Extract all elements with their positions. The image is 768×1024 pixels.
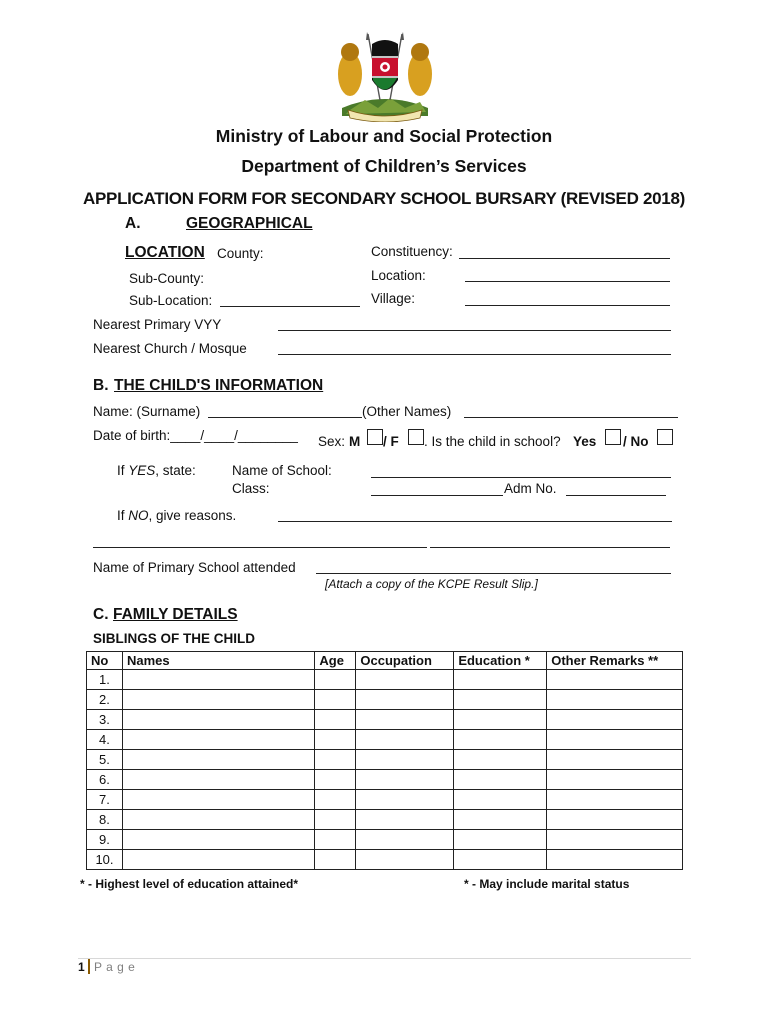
nearest-church-field[interactable] bbox=[278, 354, 671, 355]
nearest-church-label: Nearest Church / Mosque bbox=[93, 341, 247, 356]
education-cell[interactable] bbox=[454, 670, 547, 690]
village-label: Village: bbox=[371, 291, 416, 306]
section-c-title: FAMILY DETAILS bbox=[113, 606, 238, 623]
sex-m-checkbox[interactable] bbox=[367, 429, 383, 445]
occupation-cell[interactable] bbox=[356, 690, 454, 710]
siblings-subtitle: SIBLINGS OF THE CHILD bbox=[93, 631, 255, 646]
page-number: 1 bbox=[78, 960, 85, 974]
name-cell[interactable] bbox=[122, 850, 314, 870]
sex-label: Sex: bbox=[318, 434, 346, 449]
row-number: 5. bbox=[87, 750, 123, 770]
column-header: Names bbox=[122, 652, 314, 670]
coat-of-arms-icon bbox=[330, 30, 440, 122]
occupation-cell[interactable] bbox=[356, 770, 454, 790]
table-header-row bbox=[87, 652, 683, 670]
column-header: Other Remarks ** bbox=[547, 652, 683, 670]
row-number: 7. bbox=[87, 790, 123, 810]
section-a-letter: A. bbox=[125, 215, 141, 232]
dob-field[interactable]: Date of birth:____/____/________ bbox=[93, 428, 298, 443]
section-a-title-location: LOCATION bbox=[125, 244, 205, 261]
education-cell[interactable] bbox=[454, 750, 547, 770]
table-row bbox=[87, 730, 683, 750]
page-label: P a g e bbox=[94, 960, 136, 974]
column-header: Occupation bbox=[356, 652, 454, 670]
remarks-cell[interactable] bbox=[547, 730, 683, 750]
table-row bbox=[87, 710, 683, 730]
row-number: 10. bbox=[87, 850, 123, 870]
section-b-letter: B. bbox=[93, 377, 109, 394]
age-cell[interactable] bbox=[315, 830, 356, 850]
sub-location-label: Sub-Location: bbox=[129, 293, 213, 308]
attach-note: [Attach a copy of the KCPE Result Slip.] bbox=[325, 577, 538, 591]
no-label: / No bbox=[623, 434, 649, 449]
name-cell[interactable] bbox=[122, 770, 314, 790]
table-row bbox=[87, 850, 683, 870]
section-c-letter: C. bbox=[93, 606, 109, 623]
education-cell[interactable] bbox=[454, 710, 547, 730]
table-row bbox=[87, 810, 683, 830]
age-cell[interactable] bbox=[315, 690, 356, 710]
surname-label: Name: (Surname) bbox=[93, 404, 201, 419]
occupation-cell[interactable] bbox=[356, 710, 454, 730]
siblings-table bbox=[86, 651, 683, 870]
age-cell[interactable] bbox=[315, 850, 356, 870]
age-cell[interactable] bbox=[315, 790, 356, 810]
age-cell[interactable] bbox=[315, 770, 356, 790]
other-names-field[interactable] bbox=[464, 417, 678, 418]
surname-field[interactable] bbox=[208, 417, 362, 418]
remarks-cell[interactable] bbox=[547, 670, 683, 690]
row-number: 2. bbox=[87, 690, 123, 710]
occupation-cell[interactable] bbox=[356, 750, 454, 770]
remarks-cell[interactable] bbox=[547, 810, 683, 830]
marital-footnote: * - May include marital status bbox=[464, 877, 630, 891]
if-yes-label: If YES, state: bbox=[117, 463, 196, 478]
class-label: Class: bbox=[232, 481, 270, 496]
education-cell[interactable] bbox=[454, 770, 547, 790]
county-label: County: bbox=[217, 246, 264, 261]
age-cell[interactable] bbox=[315, 750, 356, 770]
name-cell[interactable] bbox=[122, 810, 314, 830]
education-cell[interactable] bbox=[454, 850, 547, 870]
sex-m-label: M bbox=[349, 434, 361, 449]
section-a-title-geographical: GEOGRAPHICAL bbox=[186, 215, 313, 232]
sex-f-label: / F bbox=[383, 434, 399, 449]
ministry-title: Ministry of Labour and Social Protection bbox=[215, 126, 553, 146]
sub-county-label: Sub-County: bbox=[129, 271, 205, 286]
primary-school-label: Name of Primary School attended bbox=[93, 560, 296, 575]
reasons-field-1[interactable] bbox=[278, 521, 672, 522]
nearest-primary-field[interactable] bbox=[278, 330, 671, 331]
footer-divider bbox=[78, 958, 691, 959]
occupation-cell[interactable] bbox=[356, 810, 454, 830]
occupation-cell[interactable] bbox=[356, 670, 454, 690]
occupation-cell[interactable] bbox=[356, 850, 454, 870]
column-header: Education * bbox=[454, 652, 547, 670]
education-cell[interactable] bbox=[454, 790, 547, 810]
row-number: 6. bbox=[87, 770, 123, 790]
row-number: 8. bbox=[87, 810, 123, 830]
name-cell[interactable] bbox=[122, 730, 314, 750]
table-row bbox=[87, 770, 683, 790]
occupation-cell[interactable] bbox=[356, 830, 454, 850]
column-header: No bbox=[87, 652, 123, 670]
footer-separator bbox=[88, 959, 90, 974]
remarks-cell[interactable] bbox=[547, 750, 683, 770]
section-b-title: THE CHILD'S INFORMATION bbox=[114, 377, 324, 394]
remarks-cell[interactable] bbox=[547, 710, 683, 730]
column-header: Age bbox=[315, 652, 356, 670]
table-row bbox=[87, 690, 683, 710]
in-school-question: . Is the child in school? bbox=[424, 434, 561, 449]
age-cell[interactable] bbox=[315, 670, 356, 690]
remarks-cell[interactable] bbox=[547, 850, 683, 870]
name-cell[interactable] bbox=[122, 670, 314, 690]
in-school-yes-checkbox[interactable] bbox=[605, 429, 621, 445]
school-name-field[interactable] bbox=[371, 477, 671, 478]
occupation-cell[interactable] bbox=[356, 790, 454, 810]
name-cell[interactable] bbox=[122, 830, 314, 850]
reasons-field-2a[interactable] bbox=[93, 547, 427, 548]
education-footnote: * - Highest level of education attained* bbox=[80, 877, 299, 891]
name-cell[interactable] bbox=[122, 690, 314, 710]
form-title: APPLICATION FORM FOR SECONDARY SCHOOL BURSARY (REVISED 2018) bbox=[83, 189, 685, 208]
education-cell[interactable] bbox=[454, 730, 547, 750]
adm-no-field[interactable] bbox=[566, 495, 666, 496]
sex-f-checkbox[interactable] bbox=[408, 429, 424, 445]
location-label: Location: bbox=[371, 268, 426, 283]
age-cell[interactable] bbox=[315, 710, 356, 730]
remarks-cell[interactable] bbox=[547, 830, 683, 850]
constituency-field[interactable] bbox=[459, 258, 670, 259]
row-number: 1. bbox=[87, 670, 123, 690]
remarks-cell[interactable] bbox=[547, 770, 683, 790]
name-cell[interactable] bbox=[122, 710, 314, 730]
sub-location-field[interactable] bbox=[220, 306, 360, 307]
occupation-cell[interactable] bbox=[356, 730, 454, 750]
remarks-cell[interactable] bbox=[547, 690, 683, 710]
if-no-label: If NO, give reasons. bbox=[117, 508, 237, 523]
row-number: 3. bbox=[87, 710, 123, 730]
constituency-label: Constituency: bbox=[371, 244, 453, 259]
adm-no-label: Adm No. bbox=[504, 481, 557, 496]
age-cell[interactable] bbox=[315, 730, 356, 750]
remarks-cell[interactable] bbox=[547, 790, 683, 810]
name-cell[interactable] bbox=[122, 750, 314, 770]
table-row bbox=[87, 750, 683, 770]
table-row bbox=[87, 830, 683, 850]
school-name-label: Name of School: bbox=[232, 463, 332, 478]
nearest-primary-label: Nearest Primary VYY bbox=[93, 317, 222, 332]
reasons-field-2b[interactable] bbox=[430, 547, 670, 548]
village-field[interactable] bbox=[465, 305, 670, 306]
in-school-no-checkbox[interactable] bbox=[657, 429, 673, 445]
row-number: 4. bbox=[87, 730, 123, 750]
yes-label: Yes bbox=[573, 434, 597, 449]
location-field[interactable] bbox=[465, 281, 670, 282]
name-cell[interactable] bbox=[122, 790, 314, 810]
row-number: 9. bbox=[87, 830, 123, 850]
other-names-label: (Other Names) bbox=[362, 404, 452, 419]
department-title: Department of Children’s Services bbox=[241, 156, 527, 176]
primary-school-field[interactable] bbox=[316, 573, 671, 574]
education-cell[interactable] bbox=[454, 830, 547, 850]
table-row bbox=[87, 670, 683, 690]
class-field[interactable] bbox=[371, 495, 503, 496]
age-cell[interactable] bbox=[315, 810, 356, 830]
table-row bbox=[87, 790, 683, 810]
education-cell[interactable] bbox=[454, 810, 547, 830]
education-cell[interactable] bbox=[454, 690, 547, 710]
